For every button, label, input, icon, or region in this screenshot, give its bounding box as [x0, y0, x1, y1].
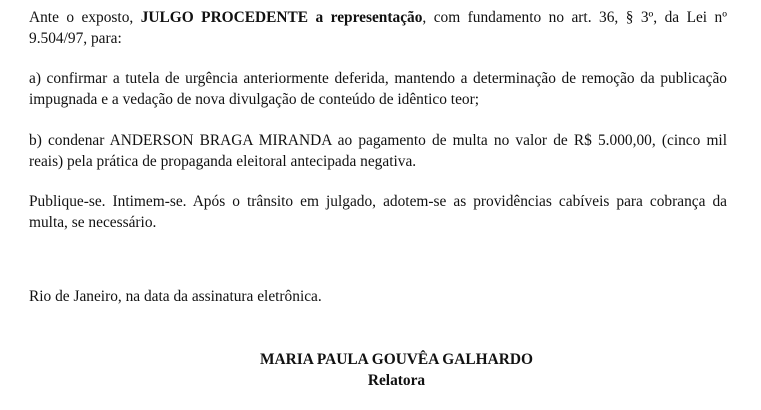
- signature-block: [0, 349, 761, 391]
- signer-name: MARIA PAULA GOUVÊA GALHARDO: [260, 351, 533, 368]
- place-date-line: Rio de Janeiro, na data da assinatura eletrônica.: [29, 288, 322, 305]
- signer-role: Relatora: [367, 372, 426, 389]
- item-b-paragraph: b) condenar ANDERSON BRAGA MIRANDA ao pagamento de multa no valor de R$ 5.000,00, (cinco mil reais) pela prática de propaganda eleitoral antecipada negativa.: [29, 132, 727, 170]
- intro-prefix: Ante o exposto,: [29, 9, 141, 26]
- item-a-paragraph: a) confirmar a tutela de urgência anteriormente deferida, mantendo a determinação de remoção da publicação impugnada e a vedação de nova divulgação de conteúdo de idêntico teor;: [29, 70, 727, 108]
- publication-paragraph: Publique-se. Intimem-se. Após o trânsito em julgado, adotem-se as providências cabíveis para cobrança da multa, se necessário.: [29, 193, 727, 231]
- intro-suffix: , com fundamento no art. 36, § 3º, da Lei nº 9.504/97, para:: [29, 9, 728, 47]
- ruling-emphasis: JULGO PROCEDENTE a representação: [140, 9, 423, 26]
- decision-intro-paragraph: [29, 7, 727, 49]
